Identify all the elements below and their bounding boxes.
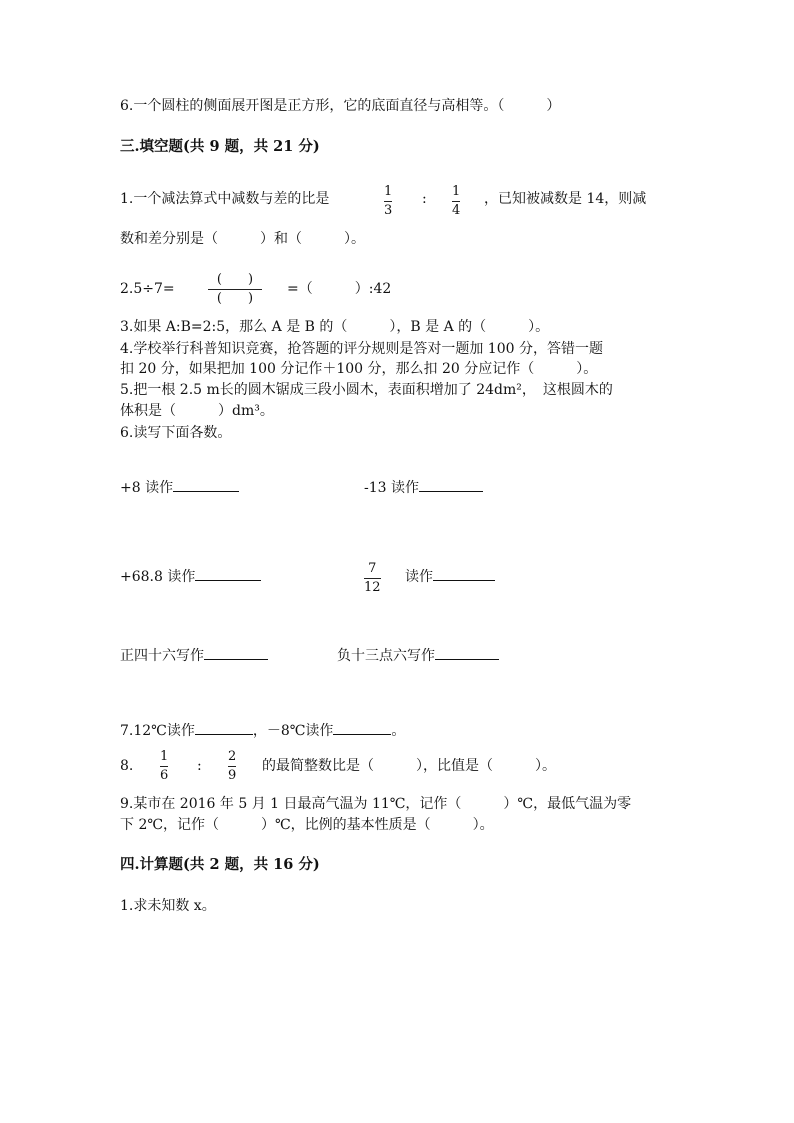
numerator: 1 bbox=[384, 184, 393, 199]
fill-q2-text-a: 2.5÷7= bbox=[120, 281, 175, 297]
fill-q6: 6.读写下面各数。 bbox=[120, 425, 232, 441]
answer-blank bbox=[195, 566, 261, 581]
text-a: 7.12℃读作 bbox=[120, 723, 195, 739]
denominator: 6 bbox=[160, 768, 169, 783]
fill-q9-line-2: 下 2℃，记作（ ）℃，比例的基本性质是（ ）。 bbox=[120, 817, 494, 833]
numerator: 7 bbox=[368, 561, 377, 576]
label: 负十三点六写作 bbox=[337, 648, 435, 664]
answer-blank bbox=[204, 645, 268, 660]
fraction-bar bbox=[364, 578, 381, 579]
fill-q1-colon: : bbox=[422, 191, 427, 207]
numerator: 2 bbox=[228, 749, 237, 764]
fill-q1-text-c: 数和差分别是（ ）和（ ）。 bbox=[120, 231, 365, 247]
text-c: 。 bbox=[391, 723, 406, 739]
fill-q8-number: 8. bbox=[120, 758, 134, 774]
fill-q8-fraction-1 bbox=[160, 749, 168, 784]
fill-q8-colon: : bbox=[197, 758, 202, 774]
answer-blank bbox=[195, 720, 253, 735]
numerator: 1 bbox=[452, 184, 461, 199]
fill-q1-fraction-2 bbox=[452, 184, 460, 219]
fill-q1-text-b: ，已知被减数是 14，则减 bbox=[484, 191, 647, 207]
fill-q2-fraction bbox=[208, 272, 262, 307]
fill-q7 bbox=[120, 720, 405, 741]
fraction-bar bbox=[452, 201, 460, 202]
judge-question-6: 6.一个圆柱的侧面展开图是正方形，它的底面直径与高相等。（ ） bbox=[120, 98, 561, 114]
label: 读作 bbox=[405, 569, 433, 585]
fill-q3: 3.如果 A:B=2:5，那么 A 是 B 的（ ），B 是 A 的（ ）。 bbox=[120, 319, 550, 335]
numerator: 1 bbox=[160, 749, 169, 764]
answer-blank bbox=[173, 477, 239, 492]
fraction-bar bbox=[160, 766, 168, 767]
read-row-2-right bbox=[405, 566, 495, 587]
fraction-bar bbox=[228, 766, 236, 767]
fill-q5-line-1: 5.把一根 2.5 m长的圆木锯成三段小圆木，表面积增加了 24dm²， 这根圆木的 bbox=[120, 382, 613, 398]
section-3-title: 三.填空题(共 9 题，共 21 分) bbox=[120, 138, 320, 155]
label: +8 读作 bbox=[120, 480, 174, 496]
fill-q4-line-2: 扣 20 分，如果把加 100 分记作＋100 分，那么扣 20 分应记作（ ）。 bbox=[120, 361, 598, 377]
write-row-3-right bbox=[337, 645, 499, 666]
answer-blank bbox=[435, 645, 499, 660]
fill-q4-line-1: 4.学校举行科普知识竞赛，抢答题的评分规则是答对一题加 100 分，答错一题 bbox=[120, 341, 603, 357]
write-row-3-left bbox=[120, 645, 268, 666]
label: -13 读作 bbox=[364, 480, 419, 496]
answer-blank bbox=[333, 720, 391, 735]
denominator: 12 bbox=[364, 580, 381, 595]
read-row-1-left bbox=[120, 477, 239, 498]
read-row-2-left bbox=[120, 566, 261, 587]
denominator: 3 bbox=[384, 203, 393, 218]
fill-q8-text: 的最简整数比是（ ），比值是（ ）。 bbox=[262, 758, 556, 774]
fill-q1-text-a: 1.一个减法算式中减数与差的比是 bbox=[120, 191, 330, 207]
fill-q1-fraction-1 bbox=[384, 184, 392, 219]
fraction-bar bbox=[384, 201, 392, 202]
text-b: ，－8℃读作 bbox=[252, 723, 334, 739]
label: +68.8 读作 bbox=[120, 569, 196, 585]
numerator: ( ) bbox=[216, 272, 254, 287]
section-4-title: 四.计算题(共 2 题，共 16 分) bbox=[120, 856, 320, 873]
fill-q8-fraction-2 bbox=[228, 749, 236, 784]
fraction-bar bbox=[208, 289, 262, 290]
read-row-2-fraction bbox=[364, 561, 381, 596]
denominator: 9 bbox=[228, 768, 237, 783]
answer-blank bbox=[433, 566, 495, 581]
fill-q9-line-1: 9.某市在 2016 年 5 月 1 日最高气温为 11℃，记作（ ）℃，最低气温为零 bbox=[120, 796, 632, 812]
label: 正四十六写作 bbox=[120, 648, 204, 664]
answer-blank bbox=[419, 477, 483, 492]
denominator: ( ) bbox=[216, 291, 254, 306]
fill-q5-line-2: 体积是（ ）dm³。 bbox=[120, 403, 274, 419]
calc-q1: 1.求未知数 x。 bbox=[120, 898, 216, 914]
fill-q2-text-b: =（ ）:42 bbox=[287, 281, 392, 297]
read-row-1-right bbox=[364, 477, 483, 498]
denominator: 4 bbox=[452, 203, 461, 218]
